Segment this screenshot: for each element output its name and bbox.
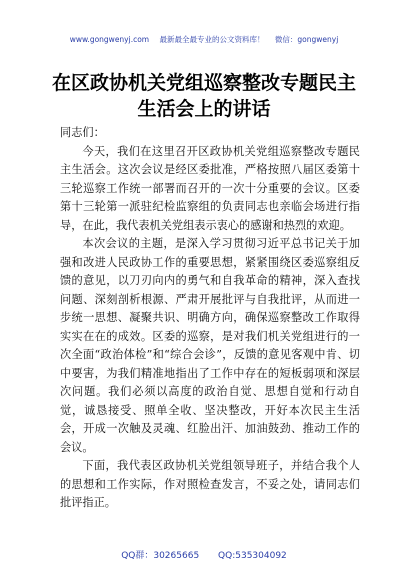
document-body xyxy=(60,124,360,513)
footer-qq: QQ:535304092 xyxy=(218,551,287,561)
header-slogan: 最新最全最专业的公文资料库！ xyxy=(159,35,265,44)
paragraph-1: 今天，我们在这里召开区政协机关党组巡察整改专题民主生活会。这次会议是经区委批准，严格按照八届区委第十三轮巡察工作统一部署而召开的一次十分重要的会议。区委第十三轮第一派驻纪检监察组的负责同志也亲临会场进行指导，在此，我代表机关党组表示衷心的感谢和热烈的欢迎。 xyxy=(60,144,360,232)
header-wechat: 微信：gongwenyj xyxy=(274,35,339,44)
document-title: 在区政协机关党组巡察整改专题民主生活会上的讲话 xyxy=(51,72,356,120)
footer-qq-group: QQ群：30265665 xyxy=(121,551,200,561)
paragraph-3: 下面，我代表区政协机关党组领导班子，并结合我个人的思想和工作实际，作对照检查发言，不妥之处，请同志们批评指正。 xyxy=(60,459,360,509)
paragraph-2: 本次会议的主题，是深入学习贯彻习近平总书记关于加强和改进人民政协工作的重要思想，紧紧围绕区委巡察组反馈的意见，以刀刃向内的勇气和自我革命的精神，深入查找问题、深刻剖析根源、严肃开展批评与自我批评，从而进一步统一思想、凝聚共识、明确方向，确保巡察整改工作取得实实在在的成效。区委的巡察，是对我们机关党组进行的一次全面“政治体检”和“综合会诊”，反馈的意见客观中肯、切中要害，为我们精准地指出了工作中存在的短板弱项和深层次问题。我们必须以高度的政治自觉、思想自觉和行动自觉，诚恳接受、照单全收、坚决整改，开好本次民主生活会，开成一次触及灵魂、红脸出汗、加油鼓劲、推动工作的会议。 xyxy=(60,237,360,454)
page-header xyxy=(0,34,408,45)
salutation: 同志们： xyxy=(60,126,105,139)
header-site-link[interactable]: www.gongwenyj.com xyxy=(69,35,150,44)
page-footer xyxy=(0,548,408,561)
